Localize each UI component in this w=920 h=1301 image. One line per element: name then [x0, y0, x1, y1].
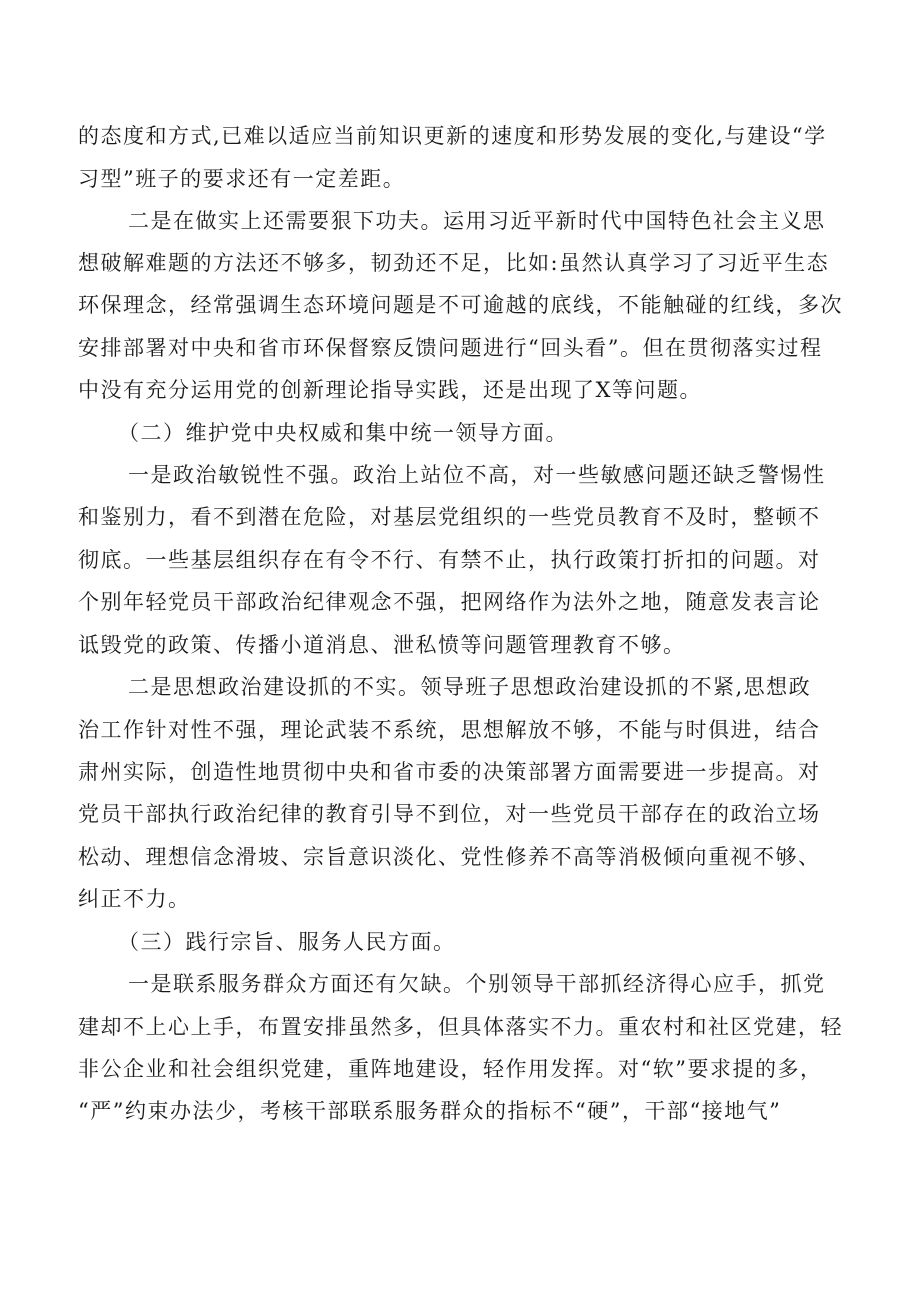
text-line: 党员干部执行政治纪律的教育引导不到位，对一些党员干部存在的政治立场 — [78, 802, 821, 826]
text-line: 和鉴别力，看不到潜在危险，对基层党组织的一些党员教育不及时，整顿不 — [78, 505, 821, 529]
text-line: 习型”班子的要求还有一定差距。 — [78, 167, 406, 191]
section-heading-3: （三）践行宗旨、服务人民方面。 — [118, 930, 456, 954]
text-line: 想破解难题的方法还不够多，韧劲还不足，比如:虽然认真学习了习近平生态 — [78, 251, 830, 275]
text-line: 治工作针对性不强，理论武装不系统，思想解放不够，不能与时俱进，结合 — [78, 718, 821, 742]
text-line: 松动、理想信念滑坡、宗旨意识淡化、党性修养不高等消极倾向重视不够、 — [78, 845, 821, 869]
paragraph-4-start: 二是思想政治建设抓的不实。领导班子思想政治建设抓的不紧,思想政 — [128, 675, 812, 699]
paragraph-5-start: 一是联系服务群众方面还有欠缺。个别领导干部抓经济得心应手，抓党 — [128, 972, 826, 996]
paragraph-3-start: 一是政治敏锐性不强。政治上站位不高，对一些敏感问题还缺乏警惕性 — [128, 463, 826, 487]
section-heading-2: （二）维护党中央权威和集中统一领导方面。 — [118, 421, 568, 445]
text-line: 彻底。一些基层组织存在有令不行、有禁不止，执行政策打折扣的问题。对 — [78, 548, 821, 572]
text-line: 纠正不力。 — [78, 887, 191, 911]
text-line: 建却不上心上手，布置安排虽然多，但具体落实不力。重农村和社区党建，轻 — [78, 1015, 843, 1039]
text-line: 中没有充分运用党的创新理论指导实践，还是出现了X等问题。 — [78, 378, 702, 402]
text-line: 环保理念，经常强调生态环境问题是不可逾越的底线，不能触碰的红线，多次 — [78, 293, 843, 317]
text-line: 安排部署对中央和省市环保督察反馈问题进行“回头看”。但在贯彻落实过程 — [78, 336, 823, 360]
text-line: “严”约束办法少，考核干部联系服务群众的指标不“硬”，干部“接地气” — [78, 1099, 782, 1123]
paragraph-2-start: 二是在做实上还需要狠下功夫。运用习近平新时代中国特色社会主义思 — [128, 209, 826, 233]
text-line: 肃州实际，创造性地贯彻中央和省市委的决策部署方面需要进一步提高。对 — [78, 760, 821, 784]
text-line: 个别年轻党员干部政治纪律观念不强，把网络作为法外之地，随意发表言论 — [78, 590, 821, 614]
text-line: 的态度和方式,已难以适应当前知识更新的速度和形势发展的变化,与建设“学 — [78, 124, 827, 148]
text-line: 诋毁党的政策、传播小道消息、泄私愤等问题管理教育不够。 — [78, 633, 686, 657]
text-line: 非公企业和社会组织党建，重阵地建设，轻作用发挥。对“软”要求提的多， — [78, 1057, 823, 1081]
